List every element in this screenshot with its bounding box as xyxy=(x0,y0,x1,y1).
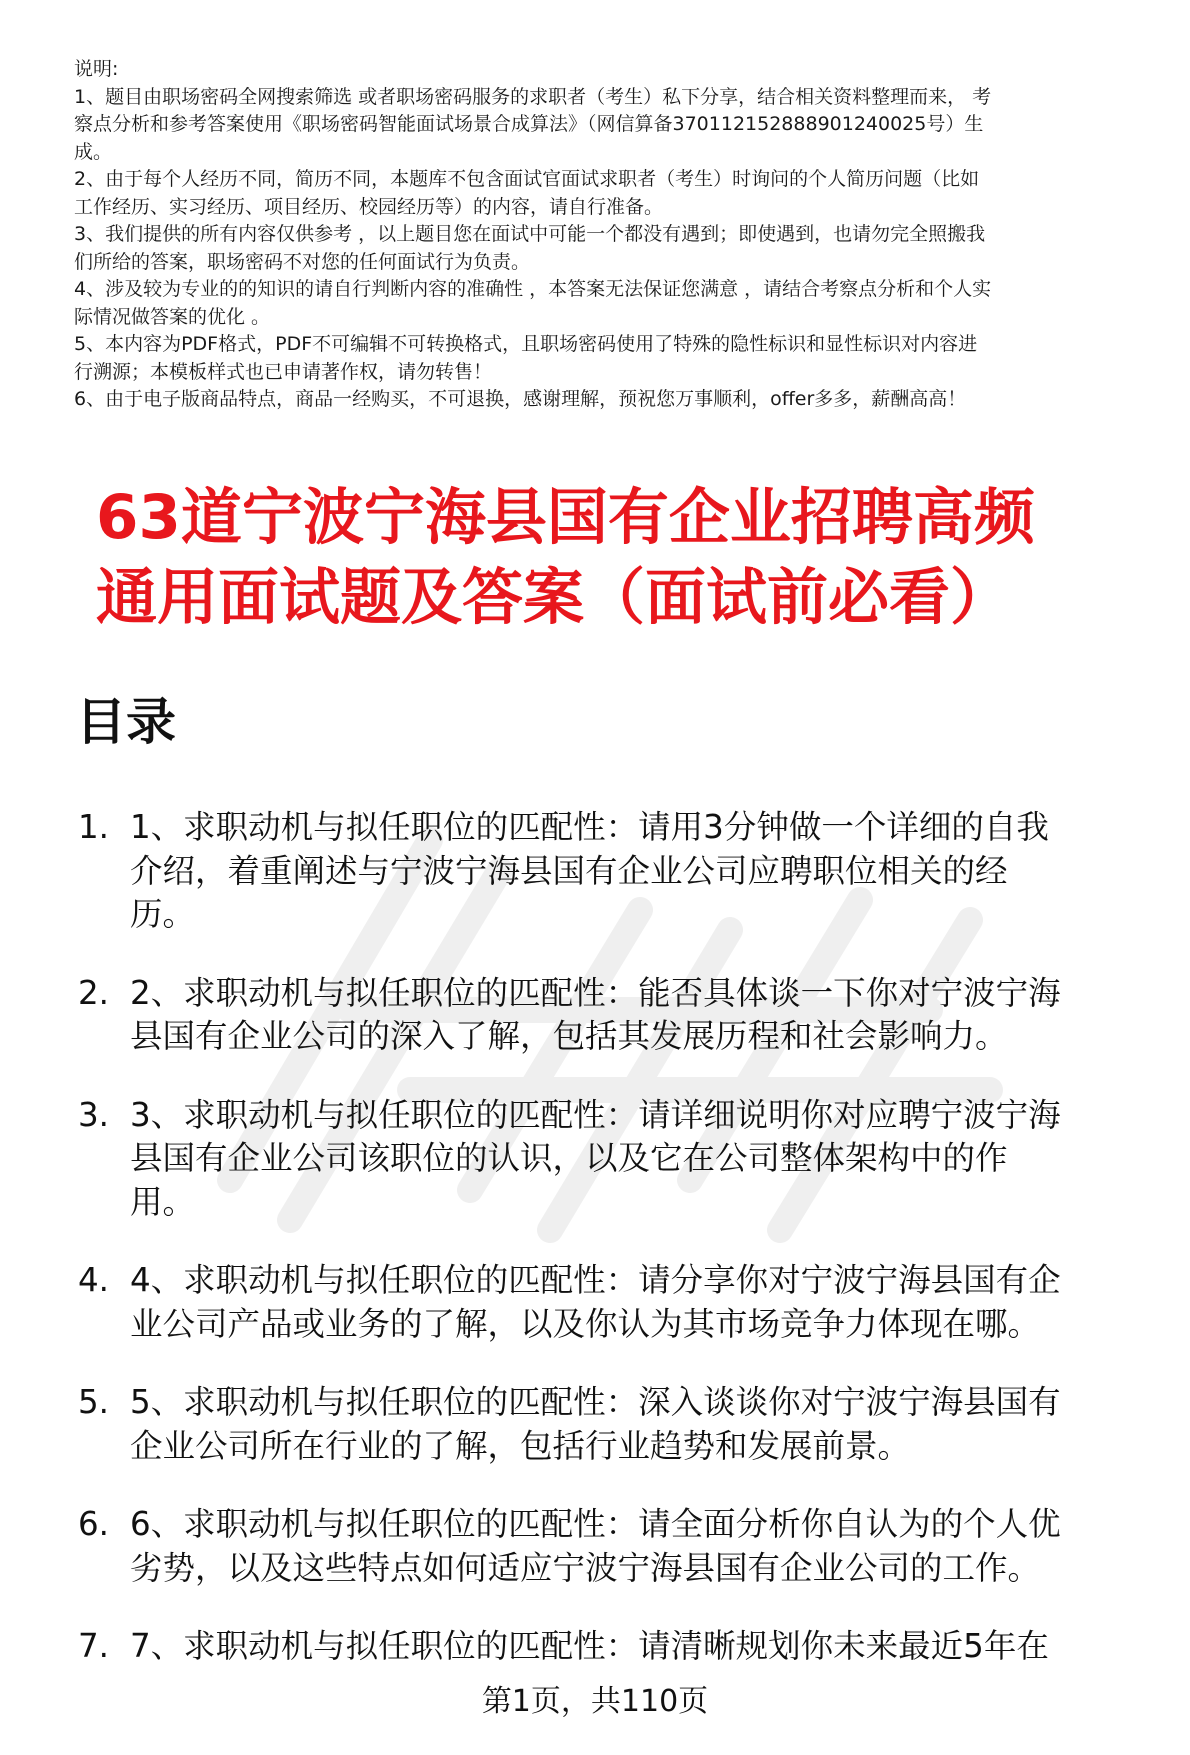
toc-heading: 目录 xyxy=(76,693,176,751)
notes-line: 工作经历、实习经历、项目经历、校园经历等）的内容，请自行准备。 xyxy=(74,195,664,218)
document-title xyxy=(96,478,1156,638)
toc-list xyxy=(78,806,1168,1669)
title-line-2: 通用面试题及答案（面试前必看） xyxy=(96,562,1012,633)
toc-item-line: 县国有企业公司该职位的认识，以及它在公司整体架构中的作 xyxy=(130,1139,1008,1177)
toc-item-line: 3、求职动机与拟任职位的匹配性：请详细说明你对应聘宁波宁海 xyxy=(130,1095,1061,1134)
title-line-1: 63道宁波宁海县国有企业招聘高频 xyxy=(96,482,1035,553)
notes-line: 5、本内容为PDF格式，PDF不可编辑不可转换格式，且职场密码使用了特殊的隐性标识和显性标识对内容进 xyxy=(74,333,978,355)
notes-line: 3、我们提供的所有内容仅供参考 ，以上题目您在面试中可能一个都没有遇到；即使遇到，也请勿完全照搬我 xyxy=(74,223,986,245)
notes-line: 际情况做答案的优化 。 xyxy=(74,305,271,328)
toc-item-number: 5. xyxy=(78,1383,110,1421)
notes-line: 察点分析和参考答案使用《职场密码智能面试场景合成算法》（网信算备370112152888901240025号）生 xyxy=(74,113,984,135)
toc-item[interactable] xyxy=(78,1625,1168,1669)
toc-item[interactable] xyxy=(78,806,1168,937)
toc-item-line: 5、求职动机与拟任职位的匹配性：深入谈谈你对宁波宁海县国有 xyxy=(130,1383,1061,1421)
notes-line: 行溯源；本模板样式也已申请著作权，请勿转售！ xyxy=(74,360,493,383)
toc-item[interactable] xyxy=(78,1259,1168,1346)
notes-line: 6、由于电子版商品特点，商品一经购买，不可退换，感谢理解，预祝您万事顺利，offer多多，薪酬高高！ xyxy=(74,388,967,410)
toc-item-line: 1、求职动机与拟任职位的匹配性：请用3分钟做一个详细的自我 xyxy=(130,808,1049,846)
toc-item-line: 用。 xyxy=(130,1182,196,1221)
toc-item-line: 4、求职动机与拟任职位的匹配性：请分享你对宁波宁海县国有企 xyxy=(130,1261,1061,1299)
toc-item[interactable] xyxy=(78,1094,1168,1225)
toc-item-line: 历。 xyxy=(130,895,196,933)
toc-item-number: 1. xyxy=(78,808,110,846)
toc-item[interactable] xyxy=(78,1503,1168,1590)
disclaimer-notes xyxy=(74,56,1164,414)
toc-item-line: 6、求职动机与拟任职位的匹配性：请全面分析你自认为的个人优 xyxy=(130,1505,1061,1543)
page-number-footer: 第1页，共110页 xyxy=(481,1684,709,1719)
notes-heading: 说明: xyxy=(74,58,119,80)
toc-item-number: 3. xyxy=(78,1095,110,1134)
notes-line: 们所给的答案，职场密码不对您的任何面试行为负责。 xyxy=(74,250,531,273)
notes-line: 4、涉及较为专业的的知识的请自行判断内容的准确性 ，本答案无法保证您满意 ，请结合考察点分析和个人实 xyxy=(74,278,992,300)
toc-item-line: 劣势，以及这些特点如何适应宁波宁海县国有企业公司的工作。 xyxy=(130,1548,1041,1587)
toc-item-number: 4. xyxy=(78,1261,110,1299)
notes-line: 成。 xyxy=(74,140,113,163)
toc-item-line: 业公司产品或业务的了解，以及你认为其市场竞争力体现在哪。 xyxy=(130,1304,1041,1343)
toc-item-line: 2、求职动机与拟任职位的匹配性：能否具体谈一下你对宁波宁海 xyxy=(130,973,1061,1012)
toc-item-number: 7. xyxy=(78,1627,110,1665)
toc-item-line: 企业公司所在行业的了解，包括行业趋势和发展前景。 xyxy=(130,1426,911,1465)
toc-item-number: 2. xyxy=(78,973,110,1012)
toc-item-line: 7、求职动机与拟任职位的匹配性：请清晰规划你未来最近5年在 xyxy=(130,1627,1049,1665)
notes-line: 2、由于每个人经历不同，简历不同，本题库不包含面试官面试求职者（考生）时询问的个人简历问题（比如 xyxy=(74,168,980,190)
toc-item[interactable] xyxy=(78,1381,1168,1468)
notes-line: 1、题目由职场密码全网搜索筛选 或者职场密码服务的求职者（考生）私下分享，结合相关资料整理而来， 考 xyxy=(74,85,992,108)
toc-item-line: 县国有企业公司的深入了解，包括其发展历程和社会影响力。 xyxy=(130,1017,1008,1055)
toc-item[interactable] xyxy=(78,972,1168,1059)
toc-item-number: 6. xyxy=(78,1505,110,1543)
toc-item-line: 介绍，着重阐述与宁波宁海县国有企业公司应聘职位相关的经 xyxy=(130,851,1008,890)
